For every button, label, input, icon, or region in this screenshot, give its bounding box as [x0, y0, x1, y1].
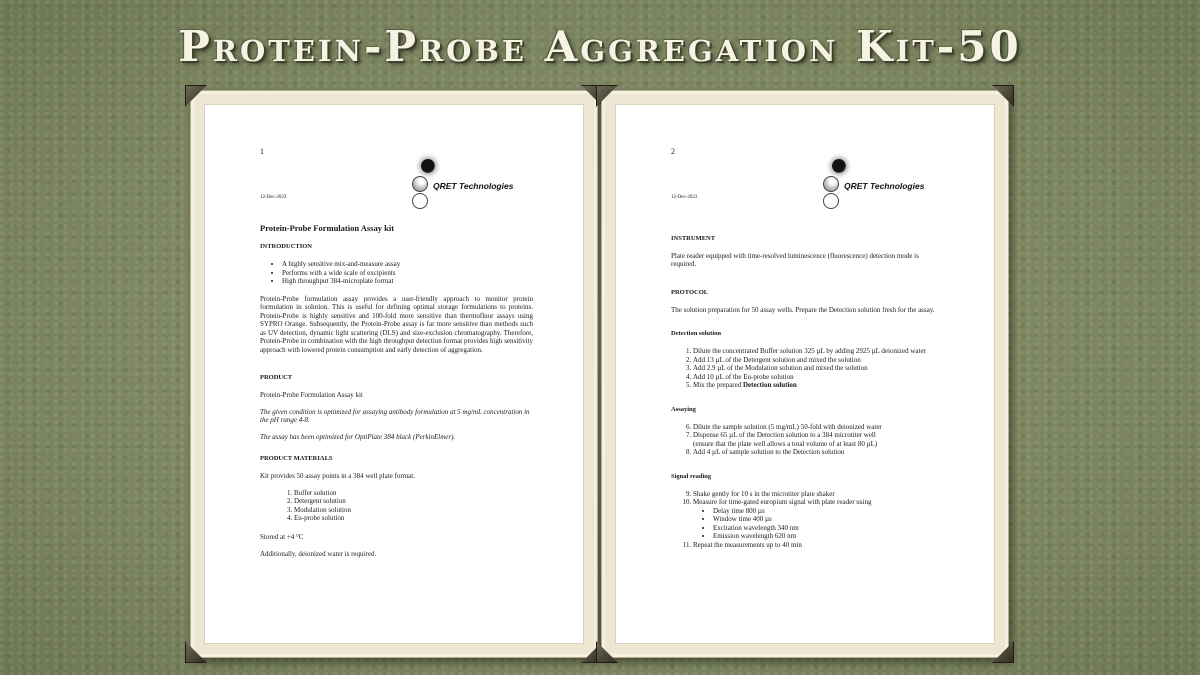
list-item: 3. Add 2.9 µL of the Modulation solution and mixed the solution [693, 364, 944, 373]
product-name: Protein-Probe Formulation Assay kit [260, 391, 363, 400]
protocol-text: The solution preparation for 50 assay wells. Prepare the Detection solution fresh for the assay. [671, 305, 935, 314]
document-title: Protein-Probe Formulation Assay kit [260, 222, 395, 233]
company-logo [419, 159, 539, 213]
materials-list [260, 489, 533, 523]
product-note: The given condition is optimized for assaying antibody formulation at 5 mg/mL concentration in the pH range 4-8. [260, 407, 530, 425]
list-item [693, 431, 944, 448]
step-text: Measure for time-gated europium signal with plate reader using [693, 498, 872, 507]
step-text: Dispense 65 µL of the Detection solution to a 384 microtiter well [693, 431, 876, 440]
product-note: The assay has been optimized for OptiPlate 384 black (PerkinElmer). [260, 432, 456, 441]
section-heading-introduction: INTRODUCTION [260, 243, 313, 251]
list-item: • Excitation wavelength 340 nm [713, 524, 944, 533]
document-page-1 [204, 104, 584, 644]
page-header [671, 157, 944, 215]
list-item: 2. Detergent solution [294, 497, 533, 506]
company-logo [830, 159, 950, 213]
detection-steps-list [671, 347, 944, 390]
page-number: 2 [671, 147, 675, 156]
banner-title: Protein-Probe Aggregation Kit-50 [178, 22, 1022, 71]
right-page-frame [601, 90, 1009, 658]
list-item: • Window time 400 µs [713, 515, 944, 524]
list-item: 1. Buffer solution [294, 489, 533, 498]
intro-bullet-list [260, 260, 533, 286]
list-item: 1. Dilute the concentrated Buffer solution 325 µL by adding 2925 µL deionized water [693, 347, 944, 356]
list-item: • Performs with a wide scale of excipients [282, 269, 533, 278]
frame-corner [992, 641, 1014, 663]
list-item: 11. Repeat the measurements up to 40 min [693, 541, 944, 550]
date: 12-Dec-2023 [671, 194, 698, 200]
subheading-detection-solution: Detection solution [671, 330, 722, 338]
step-bold-text: Detection solution [742, 381, 797, 390]
intro-paragraph: Protein-Probe formulation assay provides a user-friendly approach to monitor protein formulation in solution. This is useful for defining optimal storage formulations to proteins. Protein-Probe is highly sensitive and 100-fold more sensitive than thermofluor assays using SYPRO Orange. Subsequently, the Protein-Probe assay is far more sensitive than methods such as UV detection, dynamic light scattering (DLS) and size-exclusion chromatography. Therefore, Protein-Probe in combination with the high throughput detection format provides high sensitivity approach with lowered protein consumption and early detection of aggregation. [260, 294, 533, 354]
list-item: 2. Add 13 µL of the Detergent solution and mixed the solution [693, 356, 944, 365]
left-page-frame [190, 90, 598, 658]
section-heading-product: PRODUCT [260, 374, 293, 382]
storage-note: Stored at +4 °C [260, 532, 304, 541]
reader-parameters-list [693, 507, 944, 541]
materials-intro: Kit provides 50 assay points in a 384 well plate format. [260, 472, 415, 481]
subheading-signal-reading: Signal reading [671, 472, 712, 480]
section-heading-materials: PRODUCT MATERIALS [260, 455, 333, 463]
list-item: 8. Add 4 µL of sample solution to the Detection solution [693, 448, 944, 457]
list-item [693, 381, 944, 390]
subheading-assaying: Assaying [671, 405, 696, 413]
logo-text: QRET Technologies [433, 180, 514, 191]
signal-steps-list [671, 490, 944, 550]
list-item: 6. Dilute the sample solution (5 mg/mL) 50-fold with deionized water [693, 423, 944, 432]
logo-dot-icon [421, 159, 435, 173]
frame-corner [596, 641, 618, 663]
list-item: • High throughput 384-microplate format [282, 277, 533, 286]
list-item: 3. Modulation solution [294, 506, 533, 515]
logo-dot-icon [412, 176, 428, 192]
list-item: • Emission wavelength 620 nm [713, 532, 944, 541]
water-note: Additionally, deionized water is required. [260, 549, 377, 558]
page-header [260, 157, 533, 215]
list-item: 4. Eu-probe solution [294, 514, 533, 523]
list-item [693, 498, 944, 541]
section-heading-instrument: INSTRUMENT [671, 234, 716, 242]
instrument-text: Plate reader equipped with time-resolved luminescence (fluorescence) detection mode is required. [671, 251, 919, 269]
logo-text: QRET Technologies [844, 180, 925, 191]
list-item: 9. Shake gently for 10 s in the microtiter plate shaker [693, 490, 944, 499]
logo-dot-icon [823, 176, 839, 192]
step-text: Mix the prepared [693, 381, 743, 390]
document-page-2 [615, 104, 995, 644]
date: 12-Dec-2023 [260, 194, 287, 200]
logo-dot-icon [832, 159, 846, 173]
list-item: • A highly sensitive mix-and-measure assay [282, 260, 533, 269]
step-note: (ensure that the plate well allows a total volume of at least 80 µL) [693, 439, 878, 448]
page-number: 1 [260, 147, 264, 156]
logo-dot-icon [823, 193, 839, 209]
section-heading-protocol: PROTOCOL [671, 288, 709, 296]
frame-corner [185, 641, 207, 663]
logo-dot-icon [412, 193, 428, 209]
frame-corner [992, 85, 1014, 107]
list-item: • Delay time 800 µs [713, 507, 944, 516]
assaying-steps-list [671, 423, 944, 457]
list-item: 4. Add 10 µL of the Eu-probe solution [693, 373, 944, 382]
